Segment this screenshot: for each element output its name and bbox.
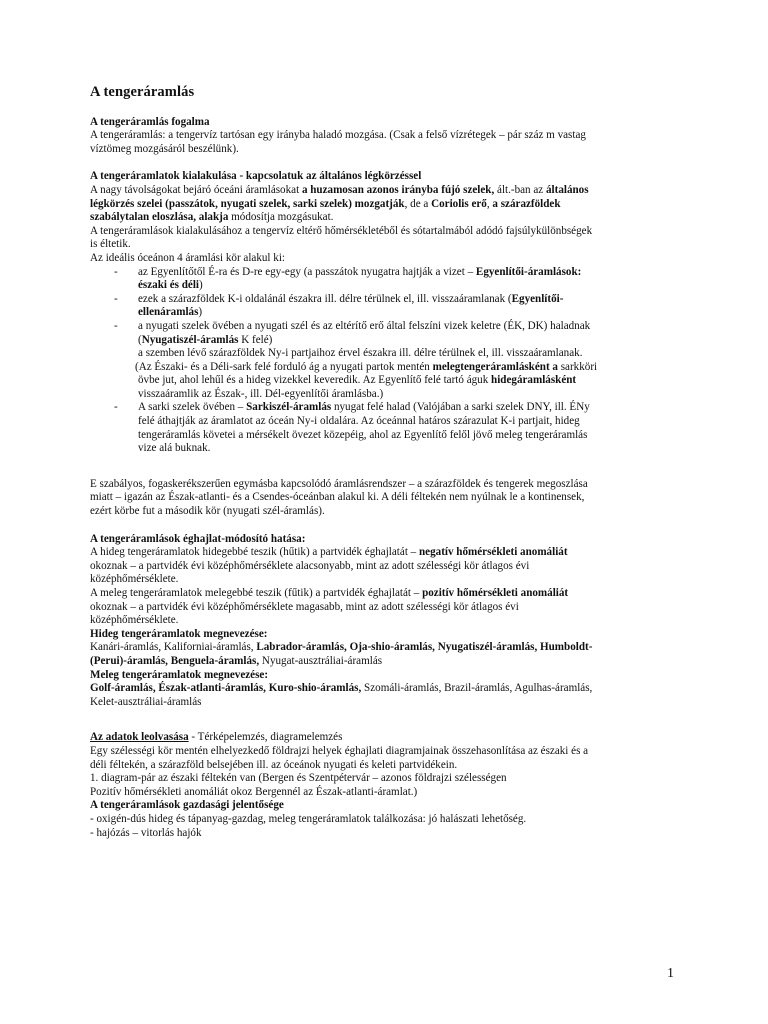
paragraph-line: a szemben lévő szárazföldek Ny-i partjaihoz érvel északra ill. délre térülnek el, ill. visszaáramlanak.	[138, 347, 583, 360]
dash-marker: -	[114, 265, 118, 278]
paragraph-line: A meleg tengeráramlatok melegebbé teszik (fűtik) a partvidék éghajlatát – pozitív hőmérsékleti anomáliát	[90, 587, 569, 599]
section-heading: A tengeráramlatok kialakulása - kapcsolatuk az általános légkörzéssel	[90, 170, 422, 183]
paragraph-line: Az ideális óceánon 4 áramlási kör alakul ki:	[90, 251, 285, 264]
list-item: - ezek a szárazföldek K-i oldalánál északra ill. délre térülnek el, ill. visszaáramlanak (Egyenlítői- ellenáramlás)	[114, 292, 564, 319]
paragraph-line: okoznak – a partvidék évi középhőmérséklete alacsonyabb, mint az adott szélességi kör átlagos évi	[90, 559, 530, 572]
section-formation	[90, 170, 680, 455]
list-item: - az Egyenlítőtől É-ra és D-re egy-egy (a passzátok nyugatra hajtják a vizet – Egyenlítői-áramlások: északi és déli)	[114, 265, 582, 292]
paragraph-line: övbe jut, ahol lehűl és a hideg vizekkel keveredik. Az Egyenlítő felé tartó águk hidegáramlásként	[138, 374, 577, 387]
paragraph-line: 1. diagram-pár az északi féltekén van (Bergen és Szentpétervár – azonos földrajzi szélességen	[90, 772, 507, 785]
paragraph-line: (Az Északi- és a Déli-sark felé forduló ág a nyugati partok mentén melegtengeráramlásként a sarkköri	[135, 360, 598, 373]
section-data-reading	[90, 731, 680, 840]
paragraph-line: is éltetik.	[90, 238, 131, 251]
subheading-warm: Meleg tengeráramlatok megnevezése:	[90, 668, 269, 681]
paragraph-line: szabálytalan eloszlása, alakja módosítja mozgásukat.	[90, 211, 334, 224]
paragraph-line: déli féltekén, a szárazföld belsejében ill. az óceánok nyugati és keleti partvidékein.	[90, 758, 458, 771]
paragraph-line: miatt – igazán az Észak-atlanti- és a Csendes-óceánban alakul ki. A déli féltekén nem nyúlnak le a kontinensek,	[90, 491, 585, 504]
document-page	[90, 86, 680, 854]
paragraph-line: A nagy távolságokat bejáró óceáni áramlásokat a huzamosan azonos irányba fújó szelek, ált.-ban az általános	[90, 183, 589, 196]
document-title: A tengeráramlás	[90, 84, 195, 100]
paragraph-line: visszaáramlik az Észak-, ill. Dél-egyenlítői áramlásba.)	[138, 387, 384, 400]
paragraph-line: víztömeg mozgásáról beszélünk).	[90, 142, 239, 155]
paragraph-line: A tengeráramlás: a tengervíz tartósan egy irányba haladó mozgása. (Csak a felső vízrétegek – pár száz m vastag	[90, 129, 586, 142]
paragraph-line: - oxigén-dús hideg és tápanyag-gazdag, meleg tengeráramlatok találkozása: jó halászati lehetőség.	[90, 812, 527, 825]
list-item: - a nyugati szelek övében a nyugati szél és az eltérítő erő által felszíni vizek keletre (ÉK, DK) haladnak (Nyugatiszél-áramlás K felé)	[114, 319, 591, 346]
circulation-list	[90, 401, 680, 455]
dash-marker: -	[114, 401, 118, 414]
section-system	[90, 478, 680, 519]
paragraph-line: A hideg tengeráramlatok hidegebbé teszik (hűtik) a partvidék éghajlatát – negatív hőmérsékleti anomáliát	[90, 546, 568, 559]
subheading-cold: Hideg tengeráramlatok megnevezése:	[90, 627, 268, 640]
paragraph-line: ezért körbe fut a második kör (nyugati szél-áramlás).	[90, 505, 325, 518]
dash-marker: -	[114, 319, 118, 332]
paragraph-line: okoznak – a partvidék évi középhőmérséklete magasabb, mint az adott szélességi kör átlagos évi	[90, 600, 519, 613]
paragraph-line: Kelet-ausztráliai-áramlás	[90, 695, 202, 708]
paragraph-line: E szabályos, fogaskerékszerűen egymásba kapcsolódó áramlásrendszer – a szárazföldek és tengerek megoszlása	[90, 477, 588, 490]
paragraph-line: Egy szélességi kör mentén elhelyezkedő földrajzi helyek éghajlati diagramjainak összehasonlítása az északi és a	[90, 744, 589, 757]
paragraph-line: középhőmérséklete.	[90, 573, 179, 586]
circulation-list	[90, 266, 680, 348]
section-heading: Az adatok leolvasása - Térképelemzés, diagramelemzés	[90, 731, 343, 744]
section-definition	[90, 116, 680, 157]
paragraph-line: (Perui)-áramlás, Benguela-áramlás, Nyugat-ausztráliai-áramlás	[90, 654, 383, 667]
paragraph-line: Golf-áramlás, Észak-atlanti-áramlás, Kuro-shio-áramlás, Szomáli-áramlás, Brazil-áramlás, Agulhas-áramlás,	[90, 682, 593, 695]
dash-marker: -	[114, 292, 118, 305]
paragraph-line: középhőmérséklete.	[90, 614, 179, 627]
paragraph-line: A tengeráramlások kialakulásához a tengervíz eltérő hőmérsékletéből és sótartalmából adódó fajsúlykülönbségek	[90, 224, 593, 237]
section-heading: A tengeráramlások éghajlat-módosító hatása:	[90, 532, 306, 545]
section-climate-effect	[90, 533, 680, 710]
list-item: - A sarki szelek övében – Sarkiszél-áramlás nyugat felé halad (Valójában a sarki szelek DNY, ill. ÉNy felé áthajtják az áramlatot az óceán Ny-i oldalára. Az óceánnal határos szárazulat K-i partjait, hideg tengeráramlás követei a mérsékelt övezet közepéig, ahol az Egyenlítő felől jövő meleg tengeráramlás vize alá buknak.	[114, 401, 590, 455]
section-heading: A tengeráramlások gazdasági jelentősége	[90, 799, 284, 812]
section-heading: A tengeráramlás fogalma	[90, 115, 210, 128]
page-number: 1	[667, 966, 674, 981]
paragraph-line: légkörzés szelei (passzátok, nyugati szelek, sarki szelek) mozgatják, de a Coriolis erő, a szárazföldek	[90, 197, 561, 210]
paragraph-line: Pozitív hőmérsékleti anomáliát okoz Bergennél az Észak-atlanti-áramlat.)	[90, 785, 418, 798]
paragraph-line: Kanári-áramlás, Kaliforniai-áramlás, Labrador-áramlás, Oja-shio-áramlás, Nyugatiszél-áramlás, Humboldt-	[90, 641, 593, 654]
paragraph-line: - hajózás – vitorlás hajók	[90, 826, 202, 839]
